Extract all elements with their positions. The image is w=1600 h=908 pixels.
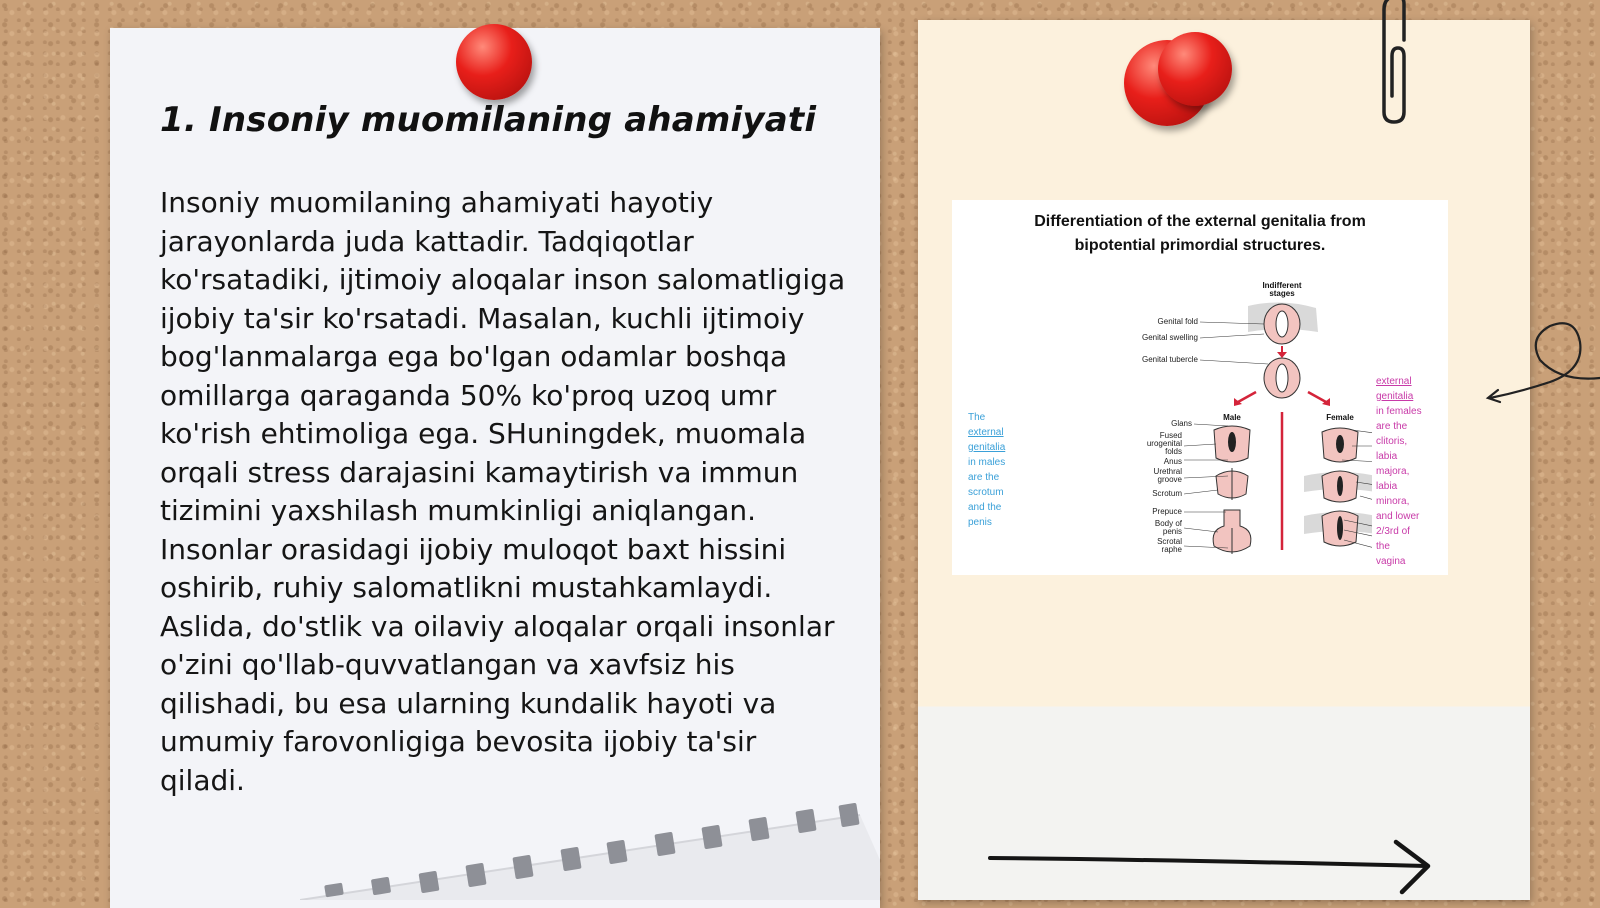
stage-label: Indifferent [1262,281,1302,290]
label-genital-swelling: Genital swelling [1141,333,1198,342]
genitalia-link[interactable]: genitalia [968,442,1006,453]
label-prepuce: Prepuce [1152,507,1182,516]
curly-arrow-icon [1480,310,1600,410]
caption-female: external genitalia in females are the clitoris, labia majora, labia minora, and lower 2/3rd of the vagina [1376,374,1436,569]
push-pin-icon [1158,32,1232,106]
label-anus: Anus [1163,457,1182,466]
label-urogenital: urogenital [1146,439,1182,448]
genitalia-figure [952,200,1448,575]
label-scrotum: Scrotum [1152,489,1182,498]
male-heading: Male [1223,413,1241,422]
push-pin-icon [456,24,532,100]
label-genital-tubercle: Genital tubercle [1141,355,1198,364]
label-glans: Glans [1171,419,1192,428]
label-groove: groove [1157,475,1182,484]
differentiation-diagram [1042,280,1372,570]
genitalia-link[interactable]: genitalia [1376,391,1414,402]
torn-spiral-edge [300,800,880,900]
body-paragraph: Insoniy muomilaning ahamiyati hayotiy jarayonlarda juda kattadir. Tadqiqotlar ko'rsatadiki, ijtimoiy aloqalar inson salomatligiga ijobiy ta'sir ko'rsatadi. Masalan, kuchli ijtimoiy bog'lanmalarga ega bo'lgan odamlar boshqa omillarga qaraganda 50% ko'proq uzoq umr ko'rish ehtimoliga ega. SHuningdek, muomala orqali stress darajasini kamaytirish va immun tizimini yaxshilash mumkinligi aniqlangan. Insonlar orasidagi ijobiy muloqot baxt hissini oshirib, ruhiy salomatlikni mustahkamlaydi. Aslida, do'stlik va oilaviy aloqalar orqali insonlar o'zini qo'llab-quvvatlangan va xavfsiz his qilishadi, bu esa ularning kundalik hayoti va umumiy farovonligiga bevosita ijobiy ta'sir qiladi. [160,186,846,797]
label-penis: penis [1162,527,1182,536]
external-link[interactable]: external [968,427,1004,438]
stage-label: stages [1269,289,1295,298]
label-raphe: raphe [1161,545,1182,554]
long-arrow-icon [986,836,1446,896]
paper-clip-icon [1374,0,1424,125]
label-body-of: Body of [1154,519,1182,528]
external-link[interactable]: external [1376,376,1412,387]
label-scrotal: Scrotal [1157,537,1182,546]
page-title: 1. Insoniy muomilaning ahamiyati [160,100,817,140]
label-genital-fold: Genital fold [1157,317,1198,326]
female-heading: Female [1326,413,1354,422]
label-fused: Fused [1159,431,1182,440]
figure-title: Differentiation of the external genitalia from bipotential primordial structures. [1034,213,1366,254]
label-folds: folds [1165,447,1182,456]
caption-male: The external genitalia in males are the scrotum and the penis [968,410,1018,530]
label-urethral: Urethral [1153,467,1182,476]
